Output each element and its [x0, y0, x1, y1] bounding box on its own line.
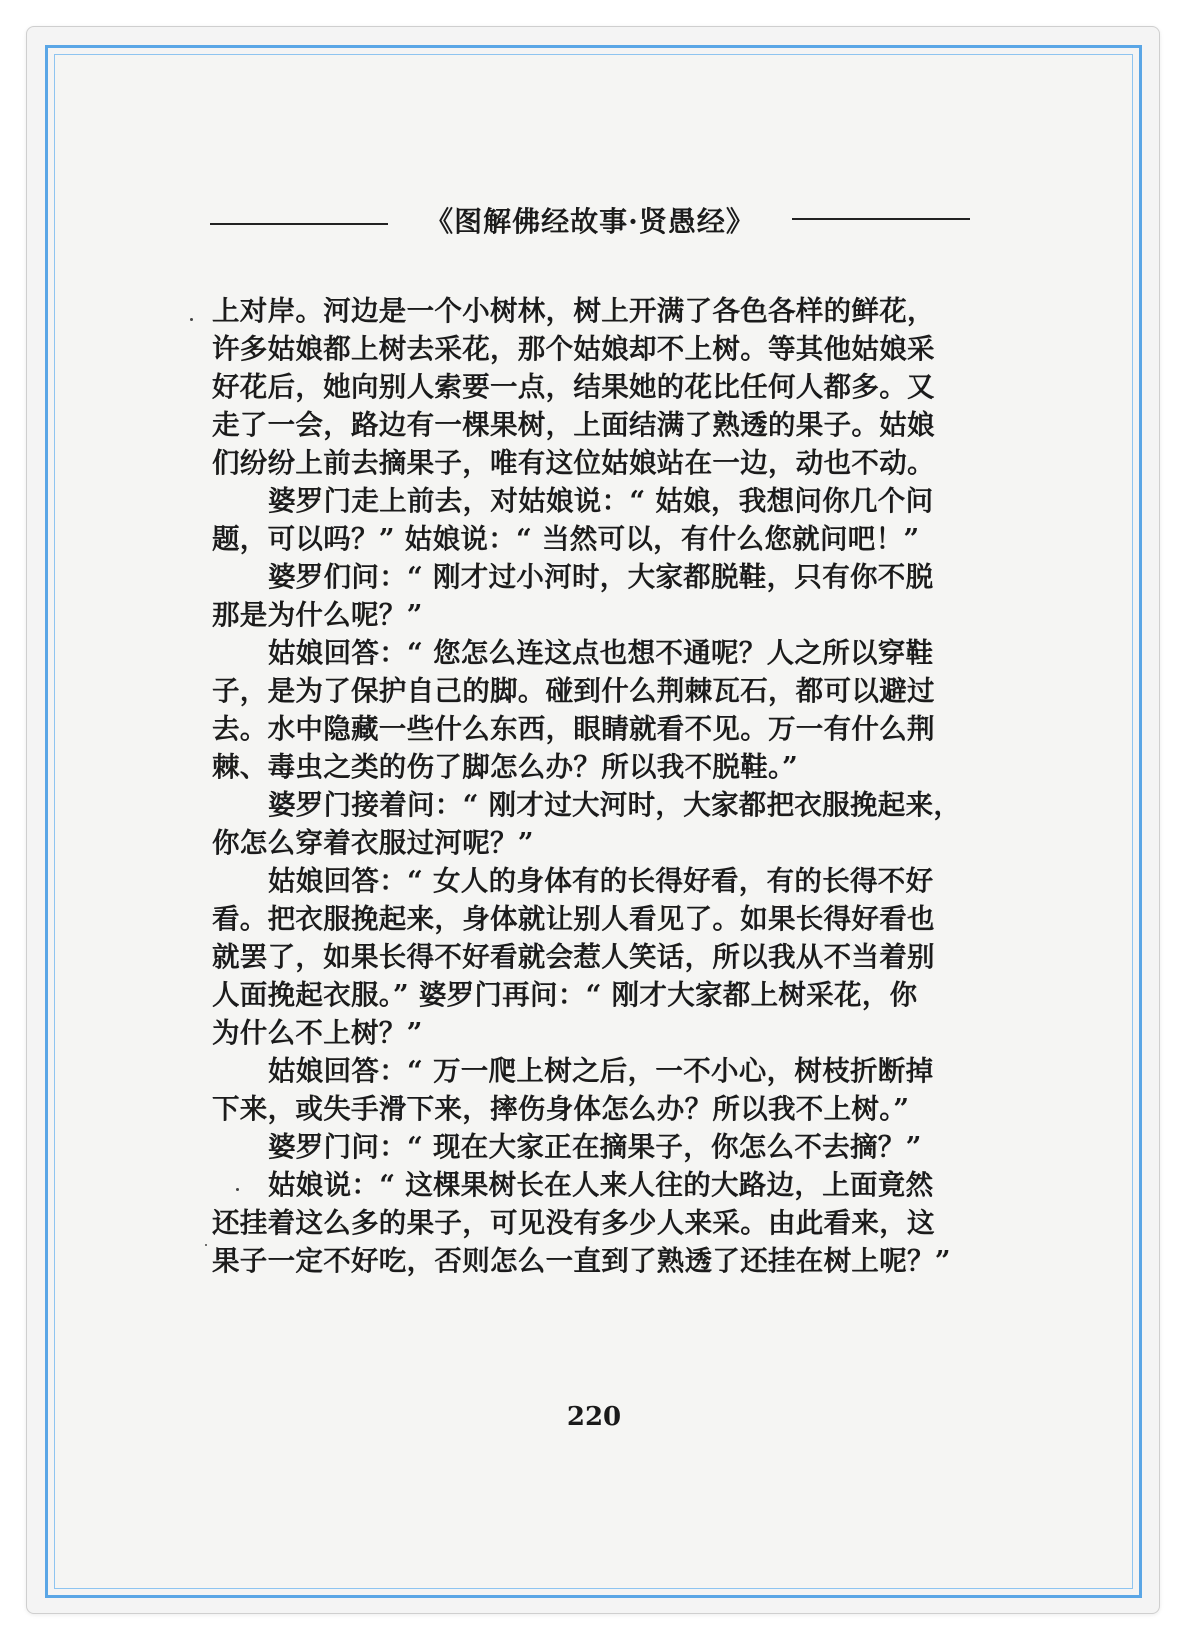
text-line: 许多姑娘都上树去采花，那个姑娘却不上树。等其他姑娘采: [212, 333, 935, 365]
text-line: 果子一定不好吃，否则怎么一直到了熟透了还挂在树上呢？”: [212, 1245, 951, 1277]
text-line: 题，可以吗？” 姑娘说：“ 当然可以，有什么您就问吧！”: [212, 523, 920, 555]
text-line: 人面挽起衣服。” 婆罗门再问：“ 刚才大家都上树采花，你: [212, 979, 918, 1011]
text-line: 婆罗门接着问：“ 刚才过大河时，大家都把衣服挽起来，: [268, 789, 962, 821]
text-line: 姑娘回答：“ 女人的身体有的长得好看，有的长得不好: [268, 865, 934, 897]
text-line: 子，是为了保护自己的脚。碰到什么荆棘瓦石，都可以避过: [212, 675, 935, 707]
text-line: 好花后，她向别人索要一点，结果她的花比任何人都多。又: [212, 371, 935, 403]
book-title: 《图解佛经故事·贤愚经》: [425, 205, 755, 238]
text-line: 为什么不上树？”: [212, 1017, 423, 1049]
text-line: 走了一会，路边有一棵果树，上面结满了熟透的果子。姑娘: [212, 409, 935, 441]
text-line: 婆罗门走上前去，对姑娘说：“ 姑娘，我想问你几个问: [268, 485, 934, 517]
text-line: 下来，或失手滑下来，摔伤身体怎么办？所以我不上树。”: [212, 1093, 910, 1125]
text-line: 姑娘说：“ 这棵果树长在人来人往的大路边，上面竟然: [268, 1169, 934, 1201]
scan-speck: [190, 318, 193, 321]
text-line: 们纷纷上前去摘果子，唯有这位姑娘站在一边，动也不动。: [212, 447, 935, 479]
text-line: 婆罗门问：“ 现在大家正在摘果子，你怎么不去摘？”: [268, 1131, 922, 1163]
header-rule-left: [210, 223, 388, 225]
text-line: 姑娘回答：“ 您怎么连这点也想不通呢？人之所以穿鞋: [268, 637, 934, 669]
text-line: 还挂着这么多的果子，可见没有多少人来采。由此看来，这: [212, 1207, 935, 1239]
text-line: 去。水中隐藏一些什么东西，眼睛就看不见。万一有什么荆: [212, 713, 935, 745]
body-text: [212, 292, 972, 1280]
scan-speck: [205, 1244, 207, 1246]
text-line: 上对岸。河边是一个小树林，树上开满了各色各样的鲜花，: [212, 295, 935, 327]
text-line: 看。把衣服挽起来，身体就让别人看见了。如果长得好看也: [212, 903, 935, 935]
page-number: 220: [566, 1402, 622, 1432]
text-line: 你怎么穿着衣服过河呢？”: [212, 827, 534, 859]
text-line: 就罢了，如果长得不好看就会惹人笑话，所以我从不当着别: [212, 941, 935, 973]
text-line: 婆罗们问：“ 刚才过小河时，大家都脱鞋，只有你不脱: [268, 561, 934, 593]
header-rule-right: [792, 218, 970, 220]
text-line: 棘、毒虫之类的伤了脚怎么办？所以我不脱鞋。”: [212, 751, 799, 783]
text-line: 那是为什么呢？”: [212, 599, 423, 631]
running-header: [210, 198, 970, 246]
text-line: 姑娘回答：“ 万一爬上树之后，一不小心，树枝折断掉: [268, 1055, 934, 1087]
scan-speck: [236, 1188, 239, 1191]
